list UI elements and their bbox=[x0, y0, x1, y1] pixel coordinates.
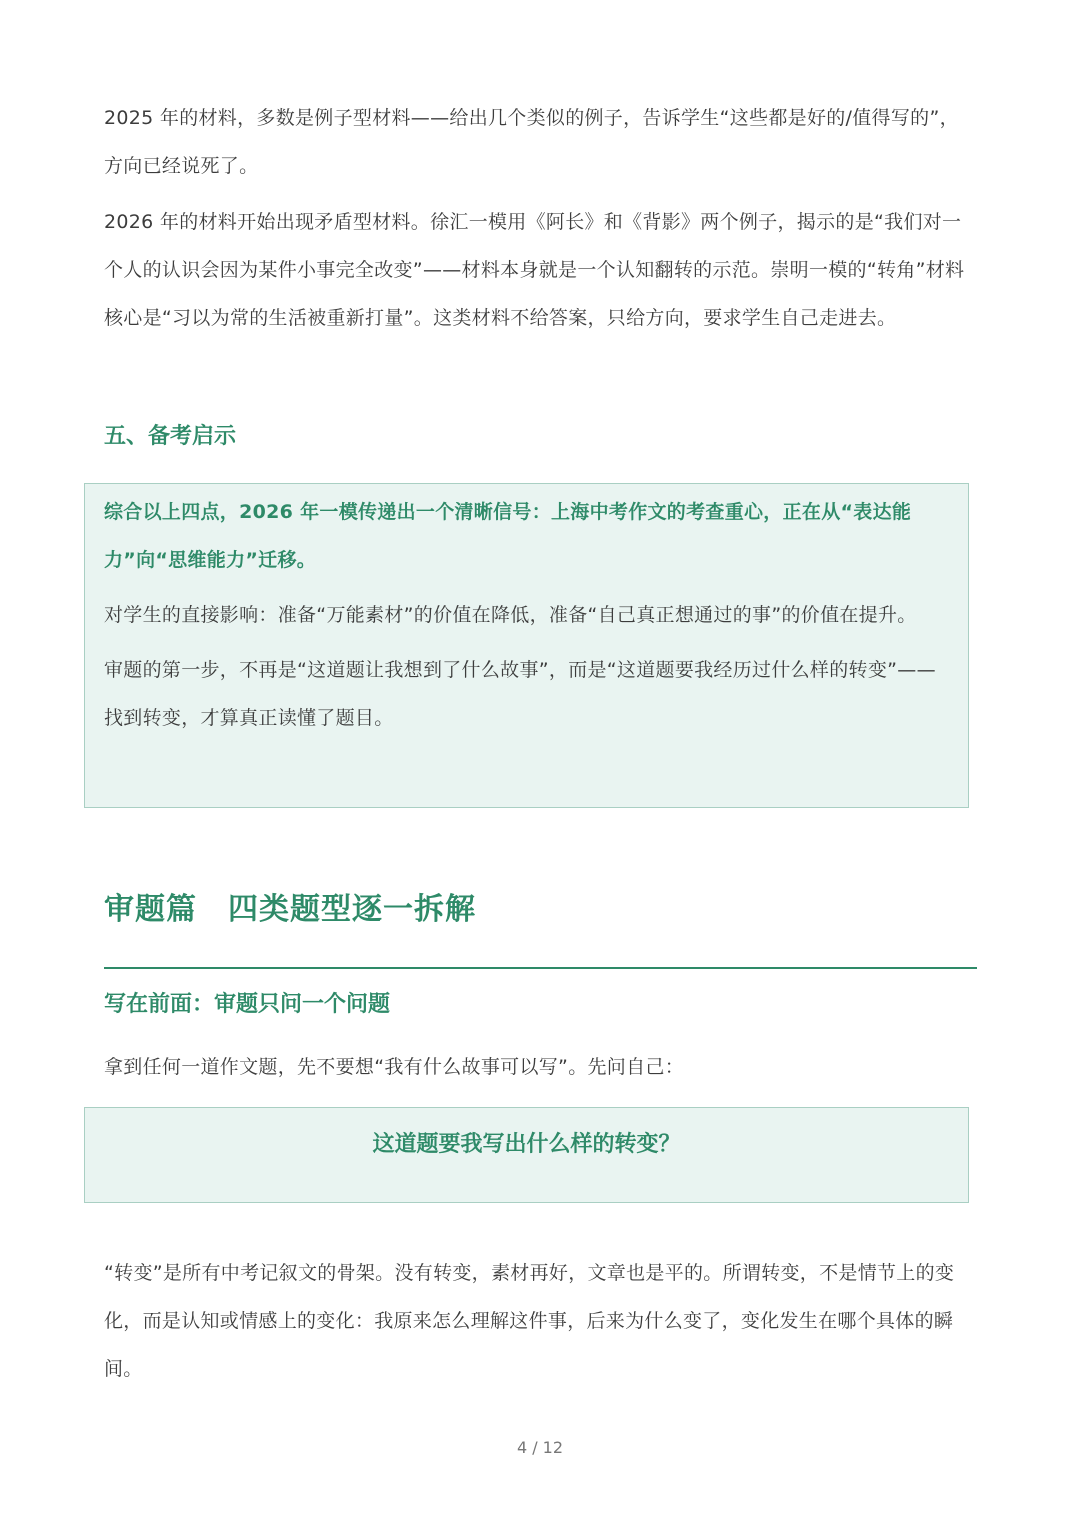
callout-key-signal: 综合以上四点，2026 年一模传递出一个清晰信号：上海中考作文的考查重心，正在从“表达能力”向“思维能力”迁移。 bbox=[104, 501, 912, 571]
page-number: 4 / 12 bbox=[516, 1438, 564, 1457]
intro-paragraph-2026: 2026 年的材料开始出现矛盾型材料。徐汇一模用《阿长》和《背影》两个例子，揭示的是“我们对一个人的认识会因为某件小事完全改变”——材料本身就是一个认知翻转的示范。崇明一模的“转角”材料核心是“习以为常的生活被重新打量”。这类材料不给答案，只给方向，要求学生自己走进去。 bbox=[104, 211, 965, 329]
instruction-paragraph: 拿到任何一道作文题，先不要想“我有什么故事可以写”。先问自己： bbox=[104, 1056, 684, 1078]
callout-student-impact: 对学生的直接影响：准备“万能素材”的价值在降低，准备“自己真正想通过的事”的价值在提升。 bbox=[104, 604, 917, 626]
callout-summary-box bbox=[84, 483, 969, 808]
chapter-title: 审题篇 四类题型逐一拆解 bbox=[104, 892, 476, 927]
chapter-divider bbox=[104, 967, 977, 969]
question-callout-box bbox=[84, 1107, 969, 1203]
intro-paragraph-2025: 2025 年的材料，多数是例子型材料——给出几个类似的例子，告诉学生“这些都是好的/值得写的”，方向已经说死了。 bbox=[104, 107, 959, 177]
transformation-paragraph: “转变”是所有中考记叙文的骨架。没有转变，素材再好，文章也是平的。所谓转变，不是情节上的变化，而是认知或情感上的变化：我原来怎么理解这件事，后来为什么变了，变化发生在哪个具体的瞬间。 bbox=[104, 1262, 955, 1380]
section-heading-prep-insights: 五、备考启示 bbox=[104, 424, 237, 449]
callout-first-step: 审题的第一步，不再是“这道题让我想到了什么故事”，而是“这道题要我经历过什么样的转变”——找到转变，才算真正读懂了题目。 bbox=[104, 659, 936, 729]
subheading-foreword: 写在前面：审题只问一个问题 bbox=[104, 992, 391, 1017]
key-question: 这道题要我写出什么样的转变？ bbox=[372, 1132, 681, 1157]
